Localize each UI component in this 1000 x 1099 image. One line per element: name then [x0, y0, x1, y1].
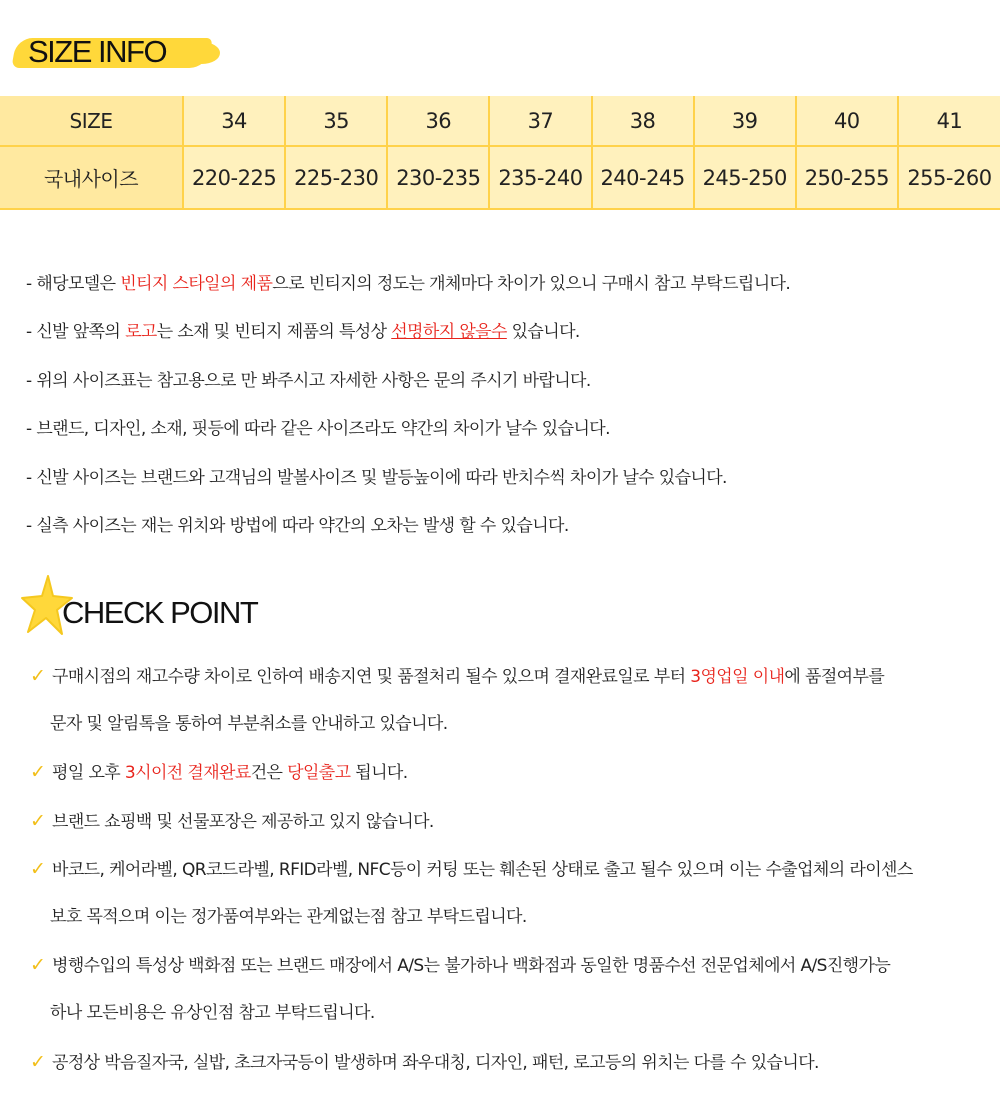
check-icon: ✓	[30, 809, 46, 832]
check-icon: ✓	[30, 665, 46, 687]
size-cell: 39	[694, 96, 796, 146]
check-item-continued	[30, 700, 990, 748]
note-line	[26, 357, 986, 405]
note-text: - 위의 사이즈표는 참고용으로 만 봐주시고 자세한 사항은 문의 주시기 바랍니다.	[26, 370, 591, 391]
check-highlight: 3영업일 이내	[690, 667, 785, 687]
note-line	[26, 405, 986, 453]
check-highlight: 당일출고	[287, 763, 351, 784]
check-text: 문자 및 알림톡을 통하여 부분취소를 안내하고 있습니다.	[50, 714, 448, 735]
note-highlight: 빈티지 스타일의 제품	[120, 274, 273, 294]
check-item	[30, 1038, 990, 1086]
note-line	[26, 454, 986, 502]
check-highlight: 3시이전 결재완료	[124, 763, 251, 784]
size-info-heading	[14, 30, 214, 74]
domestic-cell: 250-255	[796, 146, 898, 209]
check-item	[30, 652, 990, 700]
check-item-continued	[30, 989, 990, 1037]
check-point-heading	[18, 580, 318, 644]
note-text: 는 소재 및 빈티지 제품의 특성상	[156, 322, 392, 343]
size-info-title: SIZE INFO	[28, 34, 167, 69]
note-text: 있습니다.	[506, 322, 580, 343]
yellow-brush-dot	[184, 42, 220, 64]
size-cell: 40	[796, 96, 898, 146]
check-item	[30, 845, 990, 893]
size-cell: 34	[183, 96, 285, 146]
size-cell: 36	[387, 96, 489, 146]
check-point-title: CHECK POINT	[62, 595, 258, 630]
check-item-continued	[30, 893, 990, 941]
domestic-cell: 220-225	[183, 146, 285, 209]
note-text: - 실측 사이즈는 재는 위치와 방법에 따라 약간의 오차는 발생 할 수 있습니다.	[26, 515, 569, 536]
domestic-cell: 245-250	[694, 146, 796, 209]
size-table	[0, 96, 1000, 210]
domestic-cell: 255-260	[898, 146, 1000, 209]
check-point-list	[30, 652, 990, 1086]
check-text: 하나 모든비용은 유상인점 참고 부탁드립니다.	[50, 1003, 375, 1024]
check-text: 구매시점의 재고수량 차이로 인하여 배송지연 및 품절처리 될수 있으며 결재완료일로 부터	[52, 667, 691, 687]
size-notes	[26, 260, 986, 550]
check-item	[30, 797, 990, 845]
size-cell: 41	[898, 96, 1000, 146]
check-text: 평일 오후	[52, 763, 125, 784]
note-highlight: 로고	[125, 322, 157, 343]
check-item	[30, 748, 990, 796]
note-text: - 신발 앞쪽의	[26, 322, 126, 343]
note-text: - 신발 사이즈는 브랜드와 고객님의 발볼사이즈 및 발등높이에 따라 반치수씩 차이가 날수 있습니다.	[26, 467, 727, 488]
check-icon: ✓	[30, 954, 46, 977]
size-cell: 38	[592, 96, 694, 146]
check-text: 병행수입의 특성상 백화점 또는 브랜드 매장에서 A/S는 불가하나 백화점과 동일한 명품수선 전문업체에서 A/S진행가능	[52, 956, 891, 977]
size-cell: 37	[489, 96, 591, 146]
check-text: 됩니다.	[350, 763, 408, 784]
check-icon: ✓	[30, 761, 46, 784]
check-text: 공정상 박음질자국, 실밥, 초크자국등이 발생하며 좌우대칭, 디자인, 패턴, 로고등의 위치는 다를 수 있습니다.	[52, 1052, 819, 1073]
note-line	[26, 502, 986, 550]
check-icon: ✓	[30, 1050, 46, 1073]
domestic-row-label: 국내사이즈	[0, 146, 183, 209]
domestic-cell: 240-245	[592, 146, 694, 209]
note-highlight: 선명하지 않을수	[391, 322, 507, 343]
size-cell: 35	[285, 96, 387, 146]
check-text: 보호 목적으며 이는 정가품여부와는 관계없는점 참고 부탁드립니다.	[50, 906, 527, 927]
domestic-cell: 235-240	[489, 146, 591, 209]
domestic-size-row	[0, 146, 1000, 209]
note-line	[26, 308, 986, 356]
domestic-cell: 230-235	[387, 146, 489, 209]
check-text: 바코드, 케어라벨, QR코드라벨, RFID라벨, NFC등이 커팅 또는 훼손된 상태로 출고 될수 있으며 이는 수출업체의 라이센스	[52, 859, 913, 880]
check-text: 에 품절여부를	[784, 667, 885, 687]
note-text: - 해당모델은	[26, 274, 121, 294]
size-row-label: SIZE	[0, 96, 183, 146]
note-line	[26, 260, 986, 308]
size-row	[0, 96, 1000, 146]
domestic-cell: 225-230	[285, 146, 387, 209]
note-text: 으로 빈티지의 정도는 개체마다 차이가 있으니 구매시 참고 부탁드립니다.	[272, 274, 791, 294]
note-text: - 브랜드, 디자인, 소재, 핏등에 따라 같은 사이즈라도 약간의 차이가 날수 있습니다.	[26, 419, 610, 440]
check-item	[30, 941, 990, 989]
check-icon: ✓	[30, 857, 46, 880]
check-text: 건은	[250, 763, 288, 784]
check-text: 브랜드 쇼핑백 및 선물포장은 제공하고 있지 않습니다.	[52, 811, 434, 832]
